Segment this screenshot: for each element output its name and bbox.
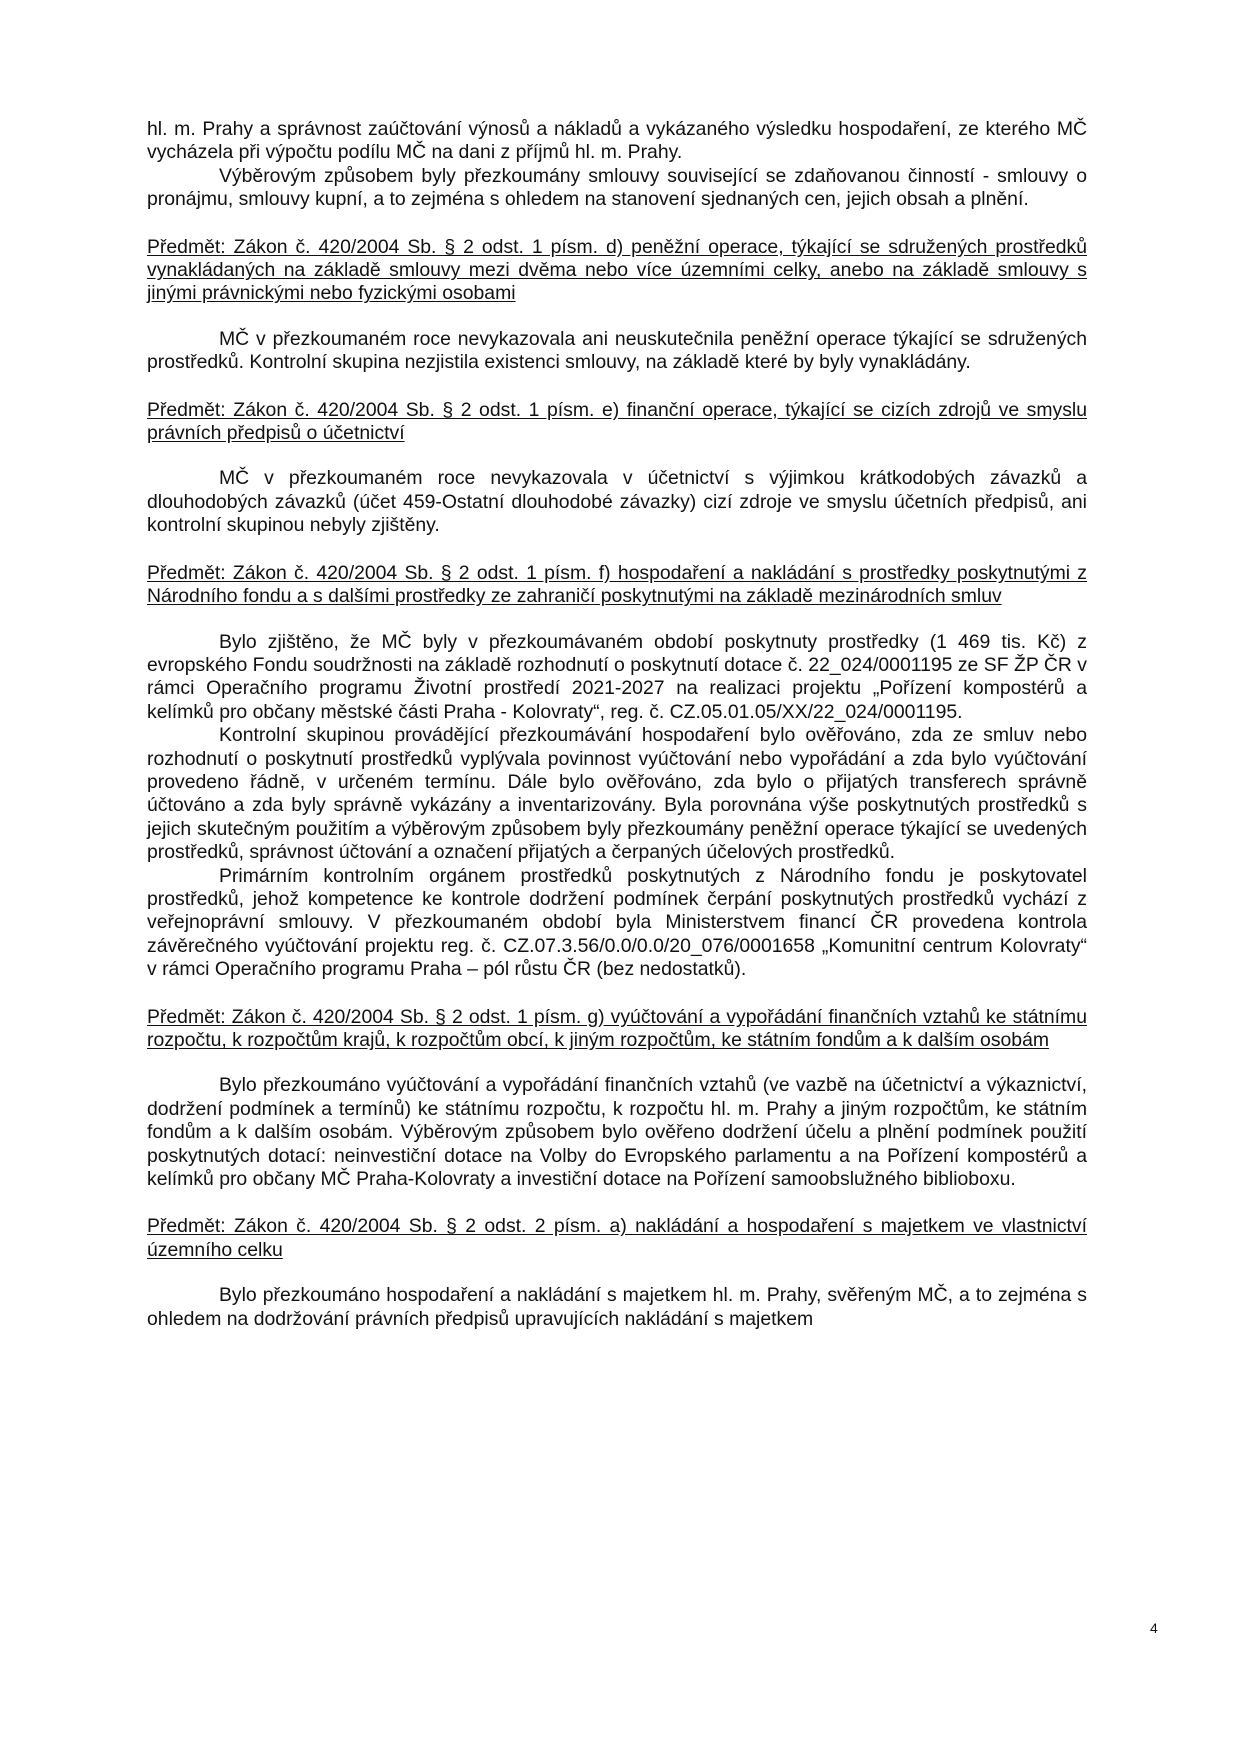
- paragraph: Bylo přezkoumáno hospodaření a nakládání s majetkem hl. m. Prahy, svěřeným MČ, a to zejména s ohledem na dodržování právních předpisů upravujících nakládání s majetkem: [147, 1284, 1087, 1330]
- paragraph: Primárním kontrolním orgánem prostředků poskytnutých z Národního fondu je poskytovatel prostředků, jehož kompetence ke kontrole dodržení podmínek čerpání poskytnutých prostředků vychází z veřejnoprávní smlouvy. V přezkoumaném období byla Ministerstvem financí ČR provedena kontrola závěrečného vyúčtování projektu reg. č. CZ.07.3.56/0.0/0.0/20_076/0001658 „Komunitní centrum Kolovraty“ v rámci Operačního programu Praha – pól růstu ČR (bez nedostatků).: [147, 864, 1087, 981]
- document-page: [147, 118, 1087, 1331]
- section-subject-heading: Předmět: Zákon č. 420/2004 Sb. § 2 odst. 1 písm. e) finanční operace, týkající se cizích zdrojů ve smyslu právních předpisů o účetnictví: [147, 398, 1087, 445]
- paragraph: Výběrovým způsobem byly přezkoumány smlouvy související se zdaňovanou činností - smlouvy o pronájmu, smlouvy kupní, a to zejména s ohledem na stanovení sjednaných cen, jejich obsah a plnění.: [147, 164, 1087, 211]
- section-subject-heading: Předmět: Zákon č. 420/2004 Sb. § 2 odst. 1 písm. f) hospodaření a nakládání s prostředky poskytnutými z Národního fondu a s dalšími prostředky ze zahraničí poskytnutými na základě mezinárodních smluv: [147, 561, 1087, 608]
- paragraph: Bylo zjištěno, že MČ byly v přezkoumávaném období poskytnuty prostředky (1 469 tis. Kč) z evropského Fondu soudržnosti na základě rozhodnutí o poskytnutí dotace č. 22_024/0001195 ze SF ŽP ČR v rámci Operačního programu Životní prostředí 2021-2027 na realizaci projektu „Pořízení kompostérů a kelímků pro občany městské části Praha - Kolovraty“, reg. č. CZ.05.01.05/XX/22_024/0001195.: [147, 630, 1087, 723]
- paragraph: hl. m. Prahy a správnost zaúčtování výnosů a nákladů a vykázaného výsledku hospodaření, ze kterého MČ vycházela při výpočtu podílu MČ na dani z příjmů hl. m. Prahy.: [147, 118, 1087, 164]
- paragraph: MČ v přezkoumaném roce nevykazovala v účetnictví s výjimkou krátkodobých závazků a dlouhodobých závazků (účet 459-Ostatní dlouhodobé závazky) cizí zdroje ve smyslu účetních předpisů, ani kontrolní skupinou nebyly zjištěny.: [147, 467, 1087, 537]
- section-subject-heading: Předmět: Zákon č. 420/2004 Sb. § 2 odst. 1 písm. d) peněžní operace, týkající se sdružených prostředků vynakládaných na základě smlouvy mezi dvěma nebo více územními celky, anebo na základě smlouvy s jinými právnickými nebo fyzickými osobami: [147, 235, 1087, 305]
- page-number: 4: [1150, 1620, 1158, 1636]
- paragraph: Bylo přezkoumáno vyúčtování a vypořádání finančních vztahů (ve vazbě na účetnictví a výkaznictví, dodržení podmínek a termínů) ke státnímu rozpočtu, k rozpočtu hl. m. Prahy a jiným rozpočtům, ke státním fondům a k dalším osobám. Výběrovým způsobem bylo ověřeno dodržení účelu a plnění podmínek použití poskytnutých dotací: neinvestiční dotace na Volby do Evropského parlamentu a na Pořízení kompostérů a kelímků pro občany MČ Praha-Kolovraty a investiční dotace na Pořízení samoobslužného biblioboxu.: [147, 1074, 1087, 1191]
- section-subject-heading: Předmět: Zákon č. 420/2004 Sb. § 2 odst. 2 písm. a) nakládání a hospodaření s majetkem ve vlastnictví územního celku: [147, 1215, 1087, 1261]
- paragraph: MČ v přezkoumaném roce nevykazovala ani neuskutečnila peněžní operace týkající se sdružených prostředků. Kontrolní skupina nezjistila existenci smlouvy, na základě které by byly vynakládány.: [147, 327, 1087, 374]
- paragraph: Kontrolní skupinou provádějící přezkoumávání hospodaření bylo ověřováno, zda ze smluv nebo rozhodnutí o poskytnutí prostředků vyplývala povinnost vyúčtování nebo vypořádání a zda bylo vyúčtování provedeno řádně, v určeném termínu. Dále bylo ověřováno, zda bylo o přijatých transferech správně účtováno a zda byly správně vykázány a inventarizovány. Byla porovnána výše poskytnutých prostředků s jejich skutečným použitím a výběrovým způsobem byly přezkoumány peněžní operace týkající se uvedených prostředků, správnost účtování a označení přijatých a čerpaných účelových prostředků.: [147, 724, 1087, 864]
- section-subject-heading: Předmět: Zákon č. 420/2004 Sb. § 2 odst. 1 písm. g) vyúčtování a vypořádání finančních vztahů ke státnímu rozpočtu, k rozpočtům krajů, k rozpočtům obcí, k jiným rozpočtům, ke státním fondům a k dalším osobám: [147, 1005, 1087, 1051]
